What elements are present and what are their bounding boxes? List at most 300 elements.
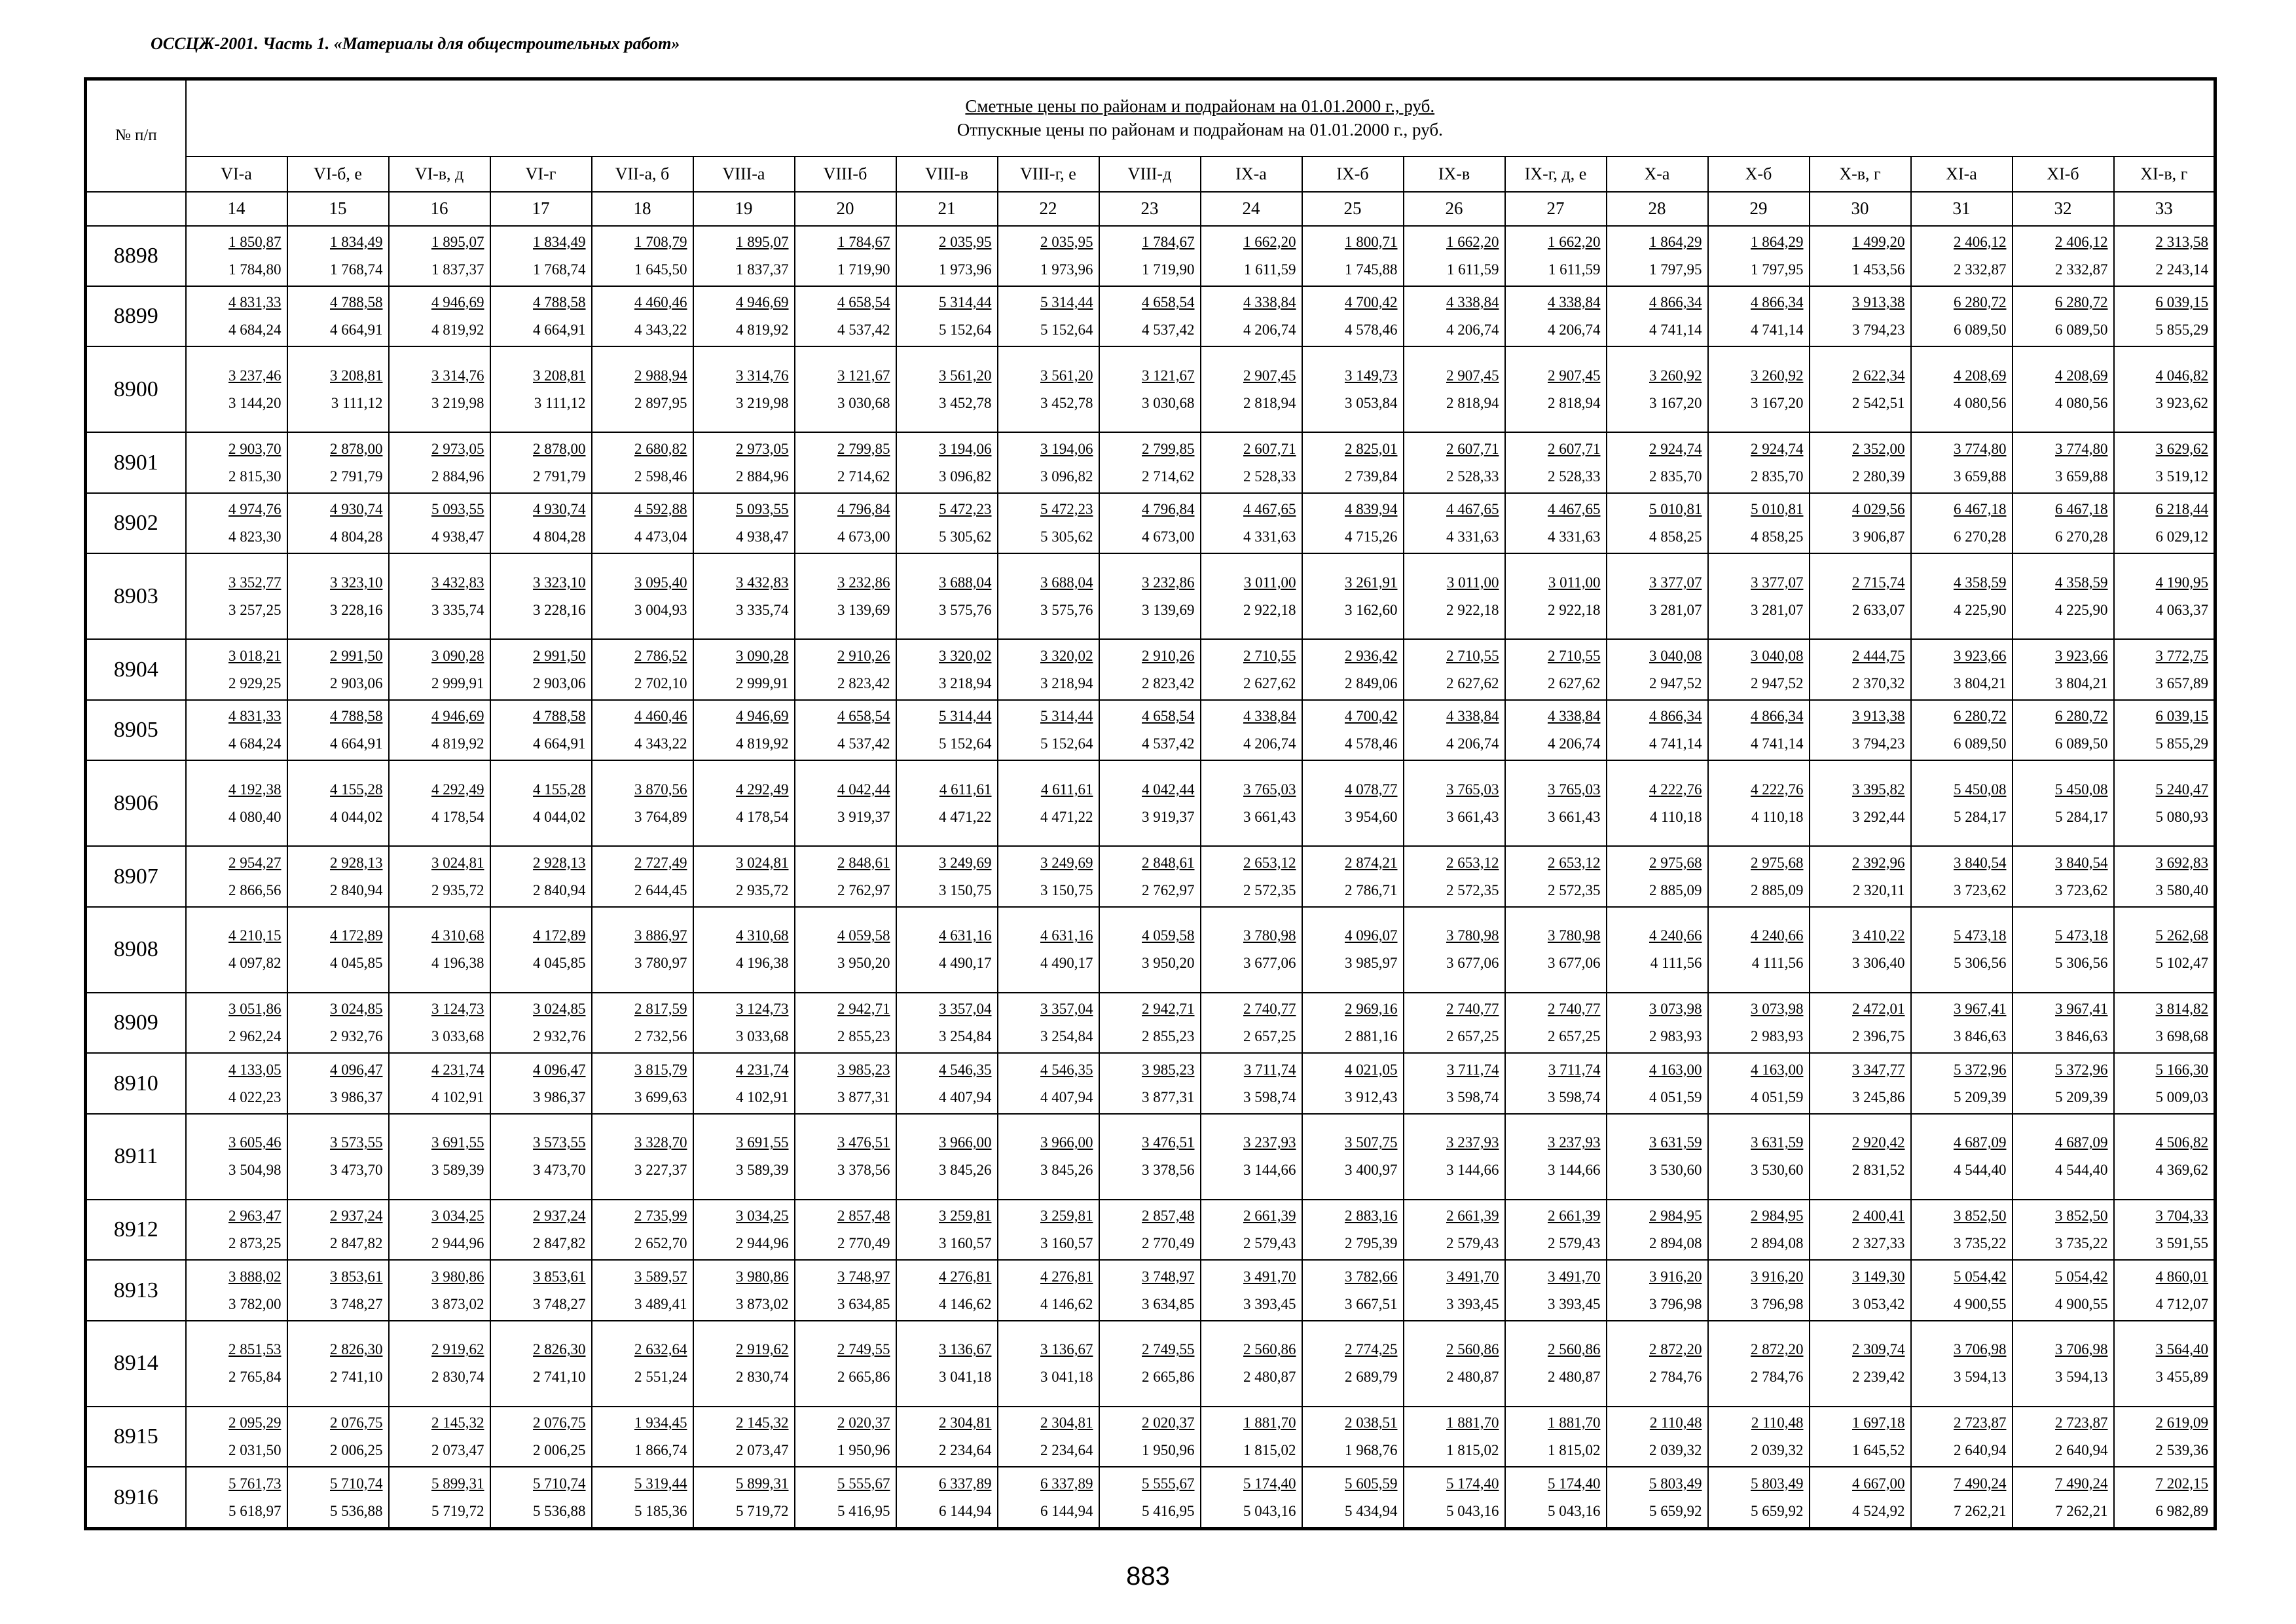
price-cell [186,1200,287,1260]
estimated-price: 3 840,54 [2055,854,2108,871]
estimated-price: 4 338,84 [1548,708,1601,725]
estimated-price: 1 800,71 [1345,233,1398,250]
price-cell [1201,553,1302,639]
price-cell [2013,553,2114,639]
estimated-price: 4 788,58 [533,708,586,725]
price-cell [795,553,896,639]
price-cell [896,1407,998,1467]
release-price: 1 719,90 [1142,261,1195,278]
price-cell [896,493,998,553]
column-number: 29 [1708,192,1810,226]
estimated-price: 3 024,81 [431,854,484,871]
estimated-price: 3 980,86 [736,1268,789,1285]
estimated-price: 2 786,52 [634,647,687,664]
price-cell [693,1053,795,1113]
region-header: X-в, г [1810,157,1911,192]
price-cell [186,1114,287,1200]
column-number-blank [86,192,186,226]
price-cell [693,1321,795,1407]
price-cell [1810,1200,1911,1260]
release-price: 2 665,86 [837,1369,890,1386]
price-cell [1302,493,1404,553]
column-number: 23 [1099,192,1201,226]
estimated-price: 4 946,69 [431,294,484,311]
release-price: 3 455,89 [2155,1369,2209,1386]
price-cell [592,1321,693,1407]
price-cell [1099,700,1201,760]
price-cell [389,639,490,699]
estimated-price: 4 240,66 [1649,927,1702,944]
estimated-price: 4 506,82 [2155,1134,2209,1151]
price-cell [1099,846,1201,906]
estimated-price: 2 878,00 [330,440,383,457]
price-cell [389,993,490,1053]
estimated-price: 2 632,64 [634,1341,687,1358]
release-price: 4 225,90 [2055,601,2108,618]
estimated-price: 2 910,26 [1142,647,1195,664]
price-cell [896,700,998,760]
estimated-price: 2 878,00 [533,440,586,457]
price-cell [998,639,1099,699]
table-body [86,226,2215,1529]
price-cell [592,1407,693,1467]
release-price: 1 645,50 [634,261,687,278]
release-price: 3 111,12 [331,394,383,411]
price-cell [998,1467,1099,1528]
release-price: 3 748,27 [533,1295,586,1312]
price-cell [2013,432,2114,492]
release-price: 3 292,44 [1852,808,1905,825]
price-cell [1708,553,1810,639]
estimated-price: 3 237,46 [228,367,282,384]
estimated-price: 4 172,89 [533,927,586,944]
estimated-price: 3 149,73 [1345,367,1398,384]
release-price: 4 741,14 [1649,735,1702,752]
price-cell [1607,639,1708,699]
region-header: VI-г [490,157,592,192]
price-cell [2114,907,2215,993]
price-cell [186,286,287,346]
estimated-price: 2 622,34 [1852,367,1905,384]
estimated-price: 3 691,55 [736,1134,789,1151]
price-cell [998,346,1099,432]
release-price: 4 051,59 [1649,1088,1702,1105]
release-price: 3 594,13 [1954,1369,2007,1386]
release-price: 2 947,52 [1751,674,1804,692]
price-cell [1302,1114,1404,1200]
price-cell [490,493,592,553]
release-price: 2 903,06 [330,674,383,692]
estimated-price: 2 607,71 [1243,440,1296,457]
estimated-price: 1 881,70 [1446,1414,1499,1431]
release-price: 2 542,51 [1852,394,1905,411]
release-price: 3 591,55 [2155,1235,2209,1252]
price-cell [1810,639,1911,699]
region-header: IX-б [1302,157,1404,192]
price-cell [1505,700,1607,760]
price-cell [998,1407,1099,1467]
estimated-price: 2 095,29 [228,1414,282,1431]
release-price: 3 219,98 [431,394,484,411]
estimated-price: 3 121,67 [837,367,890,384]
estimated-price: 3 589,57 [634,1268,687,1285]
estimated-price: 5 761,73 [228,1475,282,1492]
release-price: 3 378,56 [837,1162,890,1179]
price-cell [1810,226,1911,286]
price-cell [1099,1467,1201,1528]
estimated-price: 4 467,65 [1446,501,1499,518]
release-price: 3 504,98 [228,1162,282,1179]
price-cell [186,1467,287,1528]
release-price: 4 578,46 [1345,735,1398,752]
price-cell [1810,1260,1911,1320]
release-price: 3 580,40 [2155,881,2209,898]
price-cell [1810,553,1911,639]
estimated-price: 5 054,42 [1954,1268,2007,1285]
estimated-price: 3 631,59 [1649,1134,1702,1151]
release-price: 2 739,84 [1345,468,1398,485]
release-price: 2 881,16 [1345,1028,1398,1045]
release-price: 2 073,47 [431,1442,484,1459]
price-cell [592,1053,693,1113]
estimated-price: 3 491,70 [1548,1268,1601,1285]
release-price: 3 489,41 [634,1295,687,1312]
price-cell [389,700,490,760]
release-price: 5 185,36 [634,1502,687,1519]
release-price: 2 818,94 [1243,394,1296,411]
release-price: 2 983,93 [1649,1028,1702,1045]
release-price: 4 331,63 [1446,528,1499,545]
price-cell [592,432,693,492]
price-cell [2013,1053,2114,1113]
release-price: 3 845,26 [939,1162,992,1179]
release-price: 1 950,96 [837,1442,890,1459]
region-header: IX-г, д, е [1505,157,1607,192]
estimated-price: 4 231,74 [431,1061,484,1078]
release-price: 2 855,23 [837,1028,890,1045]
release-price: 4 196,38 [431,955,484,972]
price-cell [1404,346,1505,432]
release-price: 2 572,35 [1548,881,1601,898]
release-price: 3 004,93 [634,601,687,618]
estimated-price: 3 886,97 [634,927,687,944]
region-header: VIII-г, е [998,157,1099,192]
release-price: 2 579,43 [1243,1235,1296,1252]
price-cell [490,286,592,346]
price-cell [1201,700,1302,760]
price-cell [1911,1467,2013,1528]
price-cell [490,346,592,432]
release-price: 4 537,42 [1142,735,1195,752]
estimated-price: 2 907,45 [1446,367,1499,384]
estimated-price: 4 231,74 [736,1061,789,1078]
estimated-price: 1 662,20 [1446,233,1499,250]
price-cell [1911,846,2013,906]
column-number: 17 [490,192,592,226]
estimated-price: 2 352,00 [1852,440,1905,457]
estimated-price: 2 851,53 [228,1341,282,1358]
release-price: 2 840,94 [533,881,586,898]
estimated-price: 2 984,95 [1649,1208,1702,1225]
estimated-price: 3 706,98 [1954,1341,2007,1358]
table-row [86,226,2215,286]
estimated-price: 5 473,18 [2055,927,2108,944]
release-price: 3 846,63 [1954,1028,2007,1045]
release-price: 6 089,50 [2055,735,2108,752]
price-cell [1404,1200,1505,1260]
estimated-price: 4 133,05 [228,1061,282,1078]
estimated-price: 3 124,73 [431,1001,484,1018]
price-cell [1404,1053,1505,1113]
price-cell [1708,846,1810,906]
region-header-row [86,157,2215,192]
release-price: 2 903,06 [533,674,586,692]
price-cell [490,993,592,1053]
release-price: 2 640,94 [1954,1442,2007,1459]
release-price: 2 770,49 [837,1235,890,1252]
price-cell [1201,1260,1302,1320]
release-price: 2 885,09 [1649,881,1702,898]
estimated-price: 3 249,69 [939,854,992,871]
estimated-price: 2 942,71 [1142,1001,1195,1018]
estimated-price: 1 499,20 [1852,233,1905,250]
price-cell [1505,1114,1607,1200]
estimated-price: 3 852,50 [2055,1208,2108,1225]
price-cell [1708,432,1810,492]
price-cell [2114,553,2215,639]
estimated-price: 6 467,18 [1954,501,2007,518]
estimated-price: 5 803,49 [1649,1475,1702,1492]
price-cell [1505,493,1607,553]
table-row [86,1200,2215,1260]
release-price: 4 524,92 [1852,1502,1905,1519]
estimated-price: 3 377,07 [1649,574,1702,591]
estimated-price: 2 984,95 [1751,1208,1804,1225]
release-price: 3 281,07 [1751,601,1804,618]
release-price: 1 453,56 [1852,261,1905,278]
estimated-price: 3 967,41 [2055,1001,2108,1018]
release-price: 3 281,07 [1649,601,1702,618]
estimated-price: 3 564,40 [2155,1341,2209,1358]
price-cell [1505,993,1607,1053]
estimated-price: 2 110,48 [1649,1414,1702,1431]
estimated-price: 2 825,01 [1345,440,1398,457]
release-price: 3 139,69 [837,601,890,618]
price-cell [896,639,998,699]
release-price: 3 634,85 [837,1295,890,1312]
price-cell [1505,226,1607,286]
price-cell [287,846,389,906]
price-cell [998,846,1099,906]
estimated-price: 4 059,58 [1142,927,1195,944]
release-price: 2 633,07 [1852,601,1905,618]
table-row [86,553,2215,639]
price-cell [1201,493,1302,553]
estimated-price: 7 490,24 [1954,1475,2007,1492]
estimated-price: 1 895,07 [431,233,484,250]
release-price: 4 900,55 [1954,1295,2007,1312]
price-cell [795,993,896,1053]
estimated-price: 2 848,61 [837,854,890,871]
region-header: IX-а [1201,157,1302,192]
estimated-price: 2 740,77 [1548,1001,1601,1018]
estimated-price: 2 472,01 [1852,1001,1905,1018]
price-cell [1404,493,1505,553]
estimated-price: 3 629,62 [2155,440,2209,457]
release-price: 3 041,18 [1040,1369,1093,1386]
price-cell [490,1467,592,1528]
estimated-price: 5 899,31 [431,1475,484,1492]
region-header: VII-а, б [592,157,693,192]
release-price: 2 784,76 [1649,1369,1702,1386]
estimated-price: 2 954,27 [228,854,282,871]
release-price: 3 950,20 [837,955,890,972]
estimated-price: 3 853,61 [533,1268,586,1285]
release-price: 1 611,59 [1243,261,1296,278]
price-cell [287,1200,389,1260]
price-cell [1607,1407,1708,1467]
column-number: 32 [2013,192,2114,226]
release-price: 2 528,33 [1243,468,1296,485]
estimated-price: 4 096,47 [330,1061,383,1078]
release-price: 4 673,00 [1142,528,1195,545]
price-cell [795,1053,896,1113]
price-cell [1810,700,1911,760]
price-cell [389,760,490,846]
estimated-price: 5 314,44 [1040,708,1093,725]
release-price: 5 043,16 [1243,1502,1296,1519]
price-cell [1099,432,1201,492]
estimated-price: 3 765,03 [1446,781,1499,798]
price-cell [2013,346,2114,432]
price-cell [1911,1407,2013,1467]
release-price: 2 855,23 [1142,1028,1195,1045]
release-price: 4 823,30 [228,528,282,545]
price-cell [998,553,1099,639]
price-cell [1607,993,1708,1053]
release-price: 2 922,18 [1243,601,1296,618]
release-price: 3 452,78 [1040,394,1093,411]
release-price: 1 719,90 [837,261,890,278]
estimated-price: 3 136,67 [1040,1341,1093,1358]
price-cell [2013,226,2114,286]
price-cell [287,700,389,760]
price-cell [287,760,389,846]
release-price: 3 393,45 [1548,1295,1601,1312]
release-price: 5 009,03 [2155,1088,2209,1105]
price-cell [693,639,795,699]
release-price: 4 110,18 [1649,808,1702,825]
row-number: 8904 [86,639,186,699]
release-price: 4 196,38 [736,955,789,972]
price-cell [795,907,896,993]
release-price: 4 684,24 [228,322,282,339]
price-cell [693,432,795,492]
release-price: 2 702,10 [634,674,687,692]
release-price: 2 823,42 [837,674,890,692]
release-price: 4 819,92 [736,735,789,752]
release-price: 1 815,02 [1243,1442,1296,1459]
release-price: 4 578,46 [1345,322,1398,339]
price-cell [693,1467,795,1528]
price-cell [2114,993,2215,1053]
estimated-price: 5 472,23 [939,501,992,518]
price-cell [186,700,287,760]
price-cell [1505,346,1607,432]
release-price: 4 044,02 [533,808,586,825]
release-price: 2 897,95 [634,394,687,411]
estimated-price: 2 309,74 [1852,1341,1905,1358]
price-cell [1302,553,1404,639]
price-cell [693,700,795,760]
estimated-price: 4 042,44 [837,781,890,798]
price-cell [389,1467,490,1528]
estimated-price: 3 034,25 [736,1208,789,1225]
estimated-price: 3 966,00 [1040,1134,1093,1151]
estimated-price: 3 194,06 [1040,440,1093,457]
estimated-price: 2 680,82 [634,440,687,457]
estimated-price: 3 090,28 [736,647,789,664]
estimated-price: 3 573,55 [533,1134,586,1151]
estimated-price: 3 711,74 [1446,1061,1499,1078]
price-cell [1607,1114,1708,1200]
estimated-price: 2 919,62 [431,1341,484,1358]
release-price: 5 416,95 [1142,1502,1195,1519]
price-cell [693,493,795,553]
price-cell [1708,639,1810,699]
estimated-price: 3 011,00 [1243,574,1296,591]
price-cell [896,1260,998,1320]
estimated-price: 3 780,98 [1548,927,1601,944]
price-cell [2114,493,2215,553]
estimated-price: 2 963,47 [228,1208,282,1225]
release-price: 2 831,52 [1852,1162,1905,1179]
release-price: 3 748,27 [330,1295,383,1312]
price-cell [186,846,287,906]
estimated-price: 2 919,62 [736,1341,789,1358]
release-price: 4 473,04 [634,528,687,545]
estimated-price: 4 946,69 [736,294,789,311]
estimated-price: 4 029,56 [1852,501,1905,518]
estimated-price: 2 928,13 [330,854,383,871]
price-cell [1404,700,1505,760]
estimated-price: 3 259,81 [939,1208,992,1225]
release-price: 4 178,54 [431,808,484,825]
release-price: 2 579,43 [1548,1235,1601,1252]
price-cell [1302,846,1404,906]
price-cell [1099,493,1201,553]
release-price: 3 796,98 [1649,1295,1702,1312]
price-cell [186,760,287,846]
estimated-price: 3 748,97 [1142,1268,1195,1285]
row-number: 8907 [86,846,186,906]
row-number: 8914 [86,1321,186,1407]
release-price: 2 031,50 [228,1442,282,1459]
release-price: 2 073,47 [736,1442,789,1459]
release-price: 3 096,82 [939,468,992,485]
release-price: 4 664,91 [330,735,383,752]
estimated-price: 3 073,98 [1751,1001,1804,1018]
estimated-price: 4 658,54 [1142,708,1195,725]
release-price: 2 944,96 [736,1235,789,1252]
release-price: 4 044,02 [330,808,383,825]
release-price: 2 006,25 [330,1442,383,1459]
estimated-price: 2 653,12 [1243,854,1296,871]
estimated-price: 3 395,82 [1852,781,1905,798]
release-price: 3 218,94 [939,674,992,692]
estimated-price: 4 460,46 [634,294,687,311]
release-price: 4 080,40 [228,808,282,825]
